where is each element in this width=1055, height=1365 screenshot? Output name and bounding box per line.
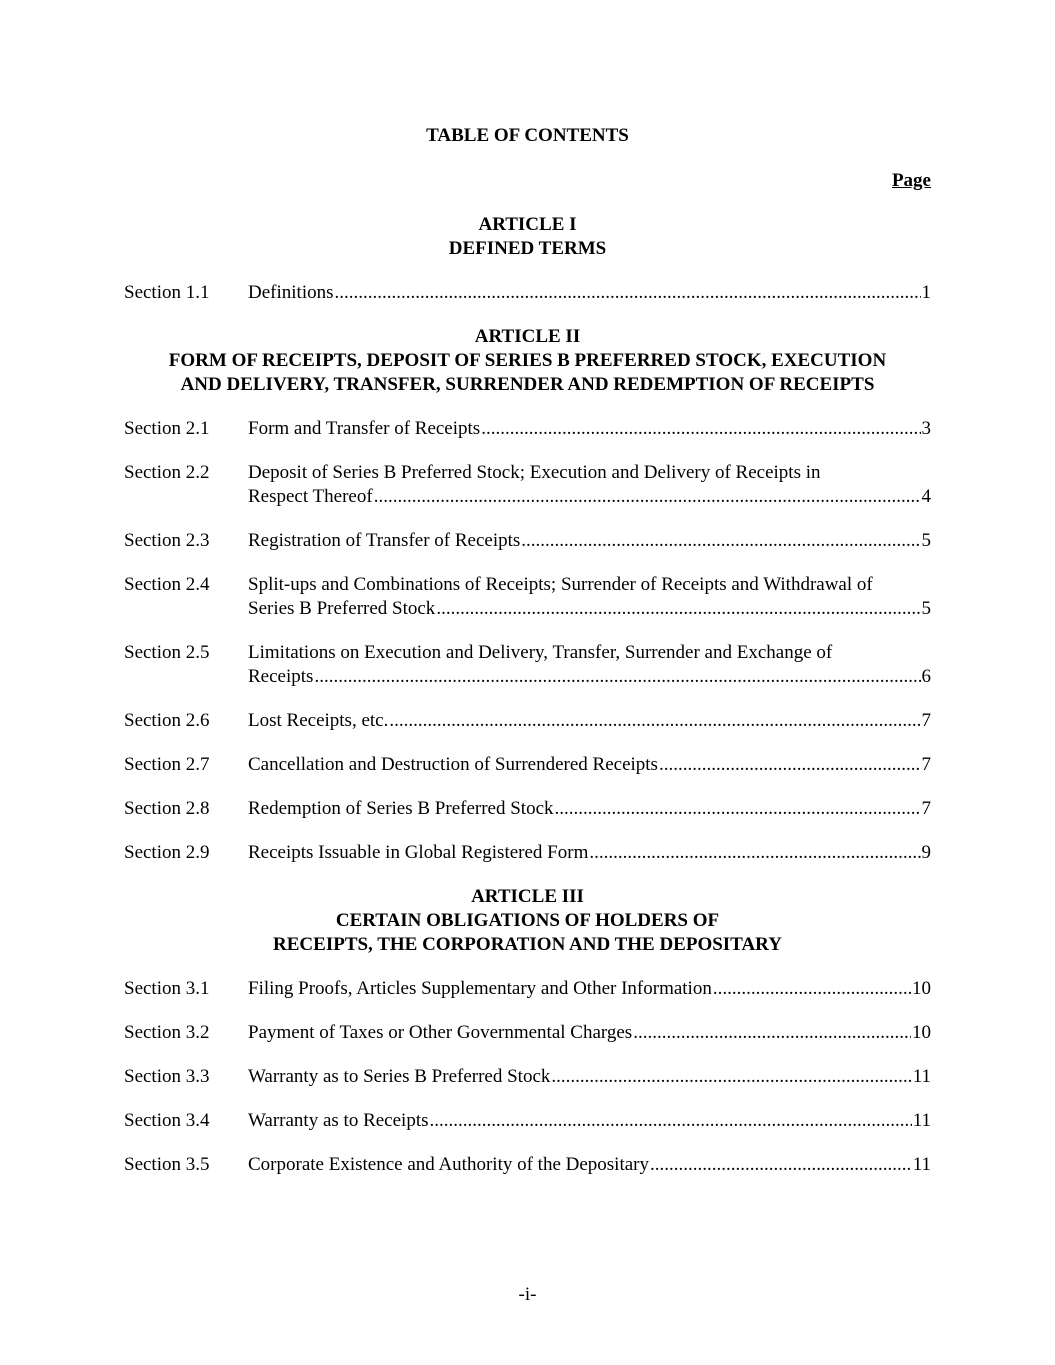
section-body — [248, 417, 931, 441]
toc-entry[interactable] — [124, 641, 931, 689]
section-title-line — [248, 753, 931, 777]
dot-leader — [335, 281, 921, 305]
section-body — [248, 641, 931, 689]
section-title: Definitions — [248, 282, 334, 303]
toc-entry[interactable] — [124, 753, 931, 777]
section-title-line — [248, 1109, 931, 1133]
dot-leader — [650, 1153, 912, 1177]
section-title-line: Split-ups and Combinations of Receipts; Surrender of Receipts and Withdrawal of — [248, 574, 873, 595]
toc-entry[interactable] — [124, 797, 931, 821]
page-footer-number: -i- — [518, 1284, 537, 1305]
section-title: Warranty as to Series B Preferred Stock — [248, 1066, 551, 1087]
section-title: Filing Proofs, Articles Supplementary and Other Information — [248, 978, 712, 999]
section-title-line: Limitations on Execution and Delivery, Transfer, Surrender and Exchange of — [248, 642, 833, 663]
article-title-line: AND DELIVERY, TRANSFER, SURRENDER AND REDEMPTION OF RECEIPTS — [180, 374, 875, 395]
dot-leader — [521, 529, 920, 553]
article-heading — [124, 213, 931, 261]
article-heading — [124, 885, 931, 957]
section-title-line — [248, 529, 931, 553]
section-page-number: 3 — [921, 418, 931, 439]
section-title: Series B Preferred Stock — [248, 598, 436, 619]
section-title-line — [248, 597, 931, 621]
toc-entry[interactable] — [124, 709, 931, 733]
section-number: Section 3.1 — [124, 978, 210, 999]
dot-leader — [633, 1021, 911, 1045]
section-number: Section 2.9 — [124, 842, 210, 863]
section-body — [248, 1021, 931, 1045]
section-page-number: 5 — [921, 598, 931, 619]
section-number: Section 1.1 — [124, 282, 210, 303]
section-body — [248, 529, 931, 553]
toc-articles — [124, 213, 931, 1177]
dot-leader — [314, 665, 920, 689]
article-heading — [124, 325, 931, 397]
section-title-line — [248, 1021, 931, 1045]
dot-leader — [374, 485, 921, 509]
section-title: Receipts — [248, 666, 314, 687]
section-title: Form and Transfer of Receipts — [248, 418, 481, 439]
section-page-number: 9 — [921, 842, 931, 863]
section-title: Receipts Issuable in Global Registered Form — [248, 842, 589, 863]
toc-entry[interactable] — [124, 573, 931, 621]
article-title-line: FORM OF RECEIPTS, DEPOSIT OF SERIES B PREFERRED STOCK, EXECUTION — [168, 350, 887, 371]
section-page-number: 11 — [912, 1066, 931, 1087]
section-title: Redemption of Series B Preferred Stock — [248, 798, 554, 819]
toc-page — [124, 124, 931, 1177]
section-title-line — [248, 1065, 931, 1089]
section-title-line — [248, 841, 931, 865]
section-title-line — [248, 797, 931, 821]
section-number: Section 3.4 — [124, 1110, 210, 1131]
section-title-line — [248, 709, 931, 733]
section-number: Section 2.5 — [124, 642, 210, 663]
section-title: Cancellation and Destruction of Surrendered Receipts — [248, 754, 658, 775]
section-page-number: 5 — [921, 530, 931, 551]
dot-leader — [555, 797, 921, 821]
section-title: Lost Receipts, etc. — [248, 710, 389, 731]
section-page-number: 10 — [912, 1022, 931, 1043]
section-body — [248, 753, 931, 777]
section-page-number: 10 — [912, 978, 931, 999]
section-body — [248, 1109, 931, 1133]
section-body — [248, 573, 931, 621]
article-title-line: CERTAIN OBLIGATIONS OF HOLDERS OF — [335, 910, 720, 931]
section-body — [248, 1153, 931, 1177]
section-number: Section 2.7 — [124, 754, 210, 775]
section-number: Section 2.1 — [124, 418, 210, 439]
section-body — [248, 841, 931, 865]
section-number: Section 2.3 — [124, 530, 210, 551]
section-body — [248, 281, 931, 305]
section-title-line — [248, 665, 931, 689]
article-number: ARTICLE III — [471, 886, 584, 907]
section-page-number: 7 — [921, 798, 931, 819]
article-title-line: DEFINED TERMS — [448, 238, 607, 259]
toc-entry[interactable] — [124, 1153, 931, 1177]
section-number: Section 2.8 — [124, 798, 210, 819]
section-body — [248, 709, 931, 733]
section-body — [248, 461, 931, 509]
section-title: Payment of Taxes or Other Governmental Charges — [248, 1022, 633, 1043]
section-body — [248, 797, 931, 821]
dot-leader — [481, 417, 920, 441]
article-number: ARTICLE II — [474, 326, 581, 347]
article-title-line: RECEIPTS, THE CORPORATION AND THE DEPOSITARY — [273, 934, 782, 955]
toc-entry[interactable] — [124, 1065, 931, 1089]
section-page-number: 6 — [921, 666, 931, 687]
dot-leader — [551, 1065, 911, 1089]
toc-entry[interactable] — [124, 841, 931, 865]
section-title-line — [248, 281, 931, 305]
section-page-number: 1 — [921, 282, 931, 303]
section-body — [248, 977, 931, 1001]
section-body — [248, 1065, 931, 1089]
section-title-line — [248, 485, 931, 509]
section-page-number: 7 — [921, 710, 931, 731]
dot-leader — [389, 709, 920, 733]
dot-leader — [436, 597, 920, 621]
page-column-header — [124, 169, 931, 193]
section-page-number: 4 — [921, 486, 931, 507]
toc-entry[interactable] — [124, 529, 931, 553]
dot-leader — [659, 753, 921, 777]
section-page-number: 11 — [912, 1110, 931, 1131]
section-title: Respect Thereof — [248, 486, 373, 507]
toc-entry[interactable] — [124, 1109, 931, 1133]
toc-entry[interactable] — [124, 1021, 931, 1045]
page-label: Page — [891, 170, 931, 191]
section-title-line — [248, 977, 931, 1001]
section-title: Registration of Transfer of Receipts — [248, 530, 521, 551]
section-title: Corporate Existence and Authority of the Depositary — [248, 1154, 650, 1175]
section-number: Section 3.3 — [124, 1066, 210, 1087]
article-number: ARTICLE I — [478, 214, 577, 235]
toc-title: TABLE OF CONTENTS — [426, 125, 629, 146]
section-page-number: 7 — [921, 754, 931, 775]
section-page-number: 11 — [912, 1154, 931, 1175]
toc-entry[interactable] — [124, 977, 931, 1001]
toc-entry[interactable] — [124, 417, 931, 441]
section-number: Section 2.6 — [124, 710, 210, 731]
section-number: Section 2.4 — [124, 574, 210, 595]
section-title: Warranty as to Receipts — [248, 1110, 429, 1131]
dot-leader — [589, 841, 920, 865]
dot-leader — [430, 1109, 912, 1133]
section-title-line — [248, 417, 931, 441]
section-number: Section 3.2 — [124, 1022, 210, 1043]
section-number: Section 2.2 — [124, 462, 210, 483]
dot-leader — [713, 977, 911, 1001]
toc-entry[interactable] — [124, 461, 931, 509]
section-number: Section 3.5 — [124, 1154, 210, 1175]
section-title-line: Deposit of Series B Preferred Stock; Execution and Delivery of Receipts in — [248, 462, 821, 483]
section-title-line — [248, 1153, 931, 1177]
toc-entry[interactable] — [124, 281, 931, 305]
